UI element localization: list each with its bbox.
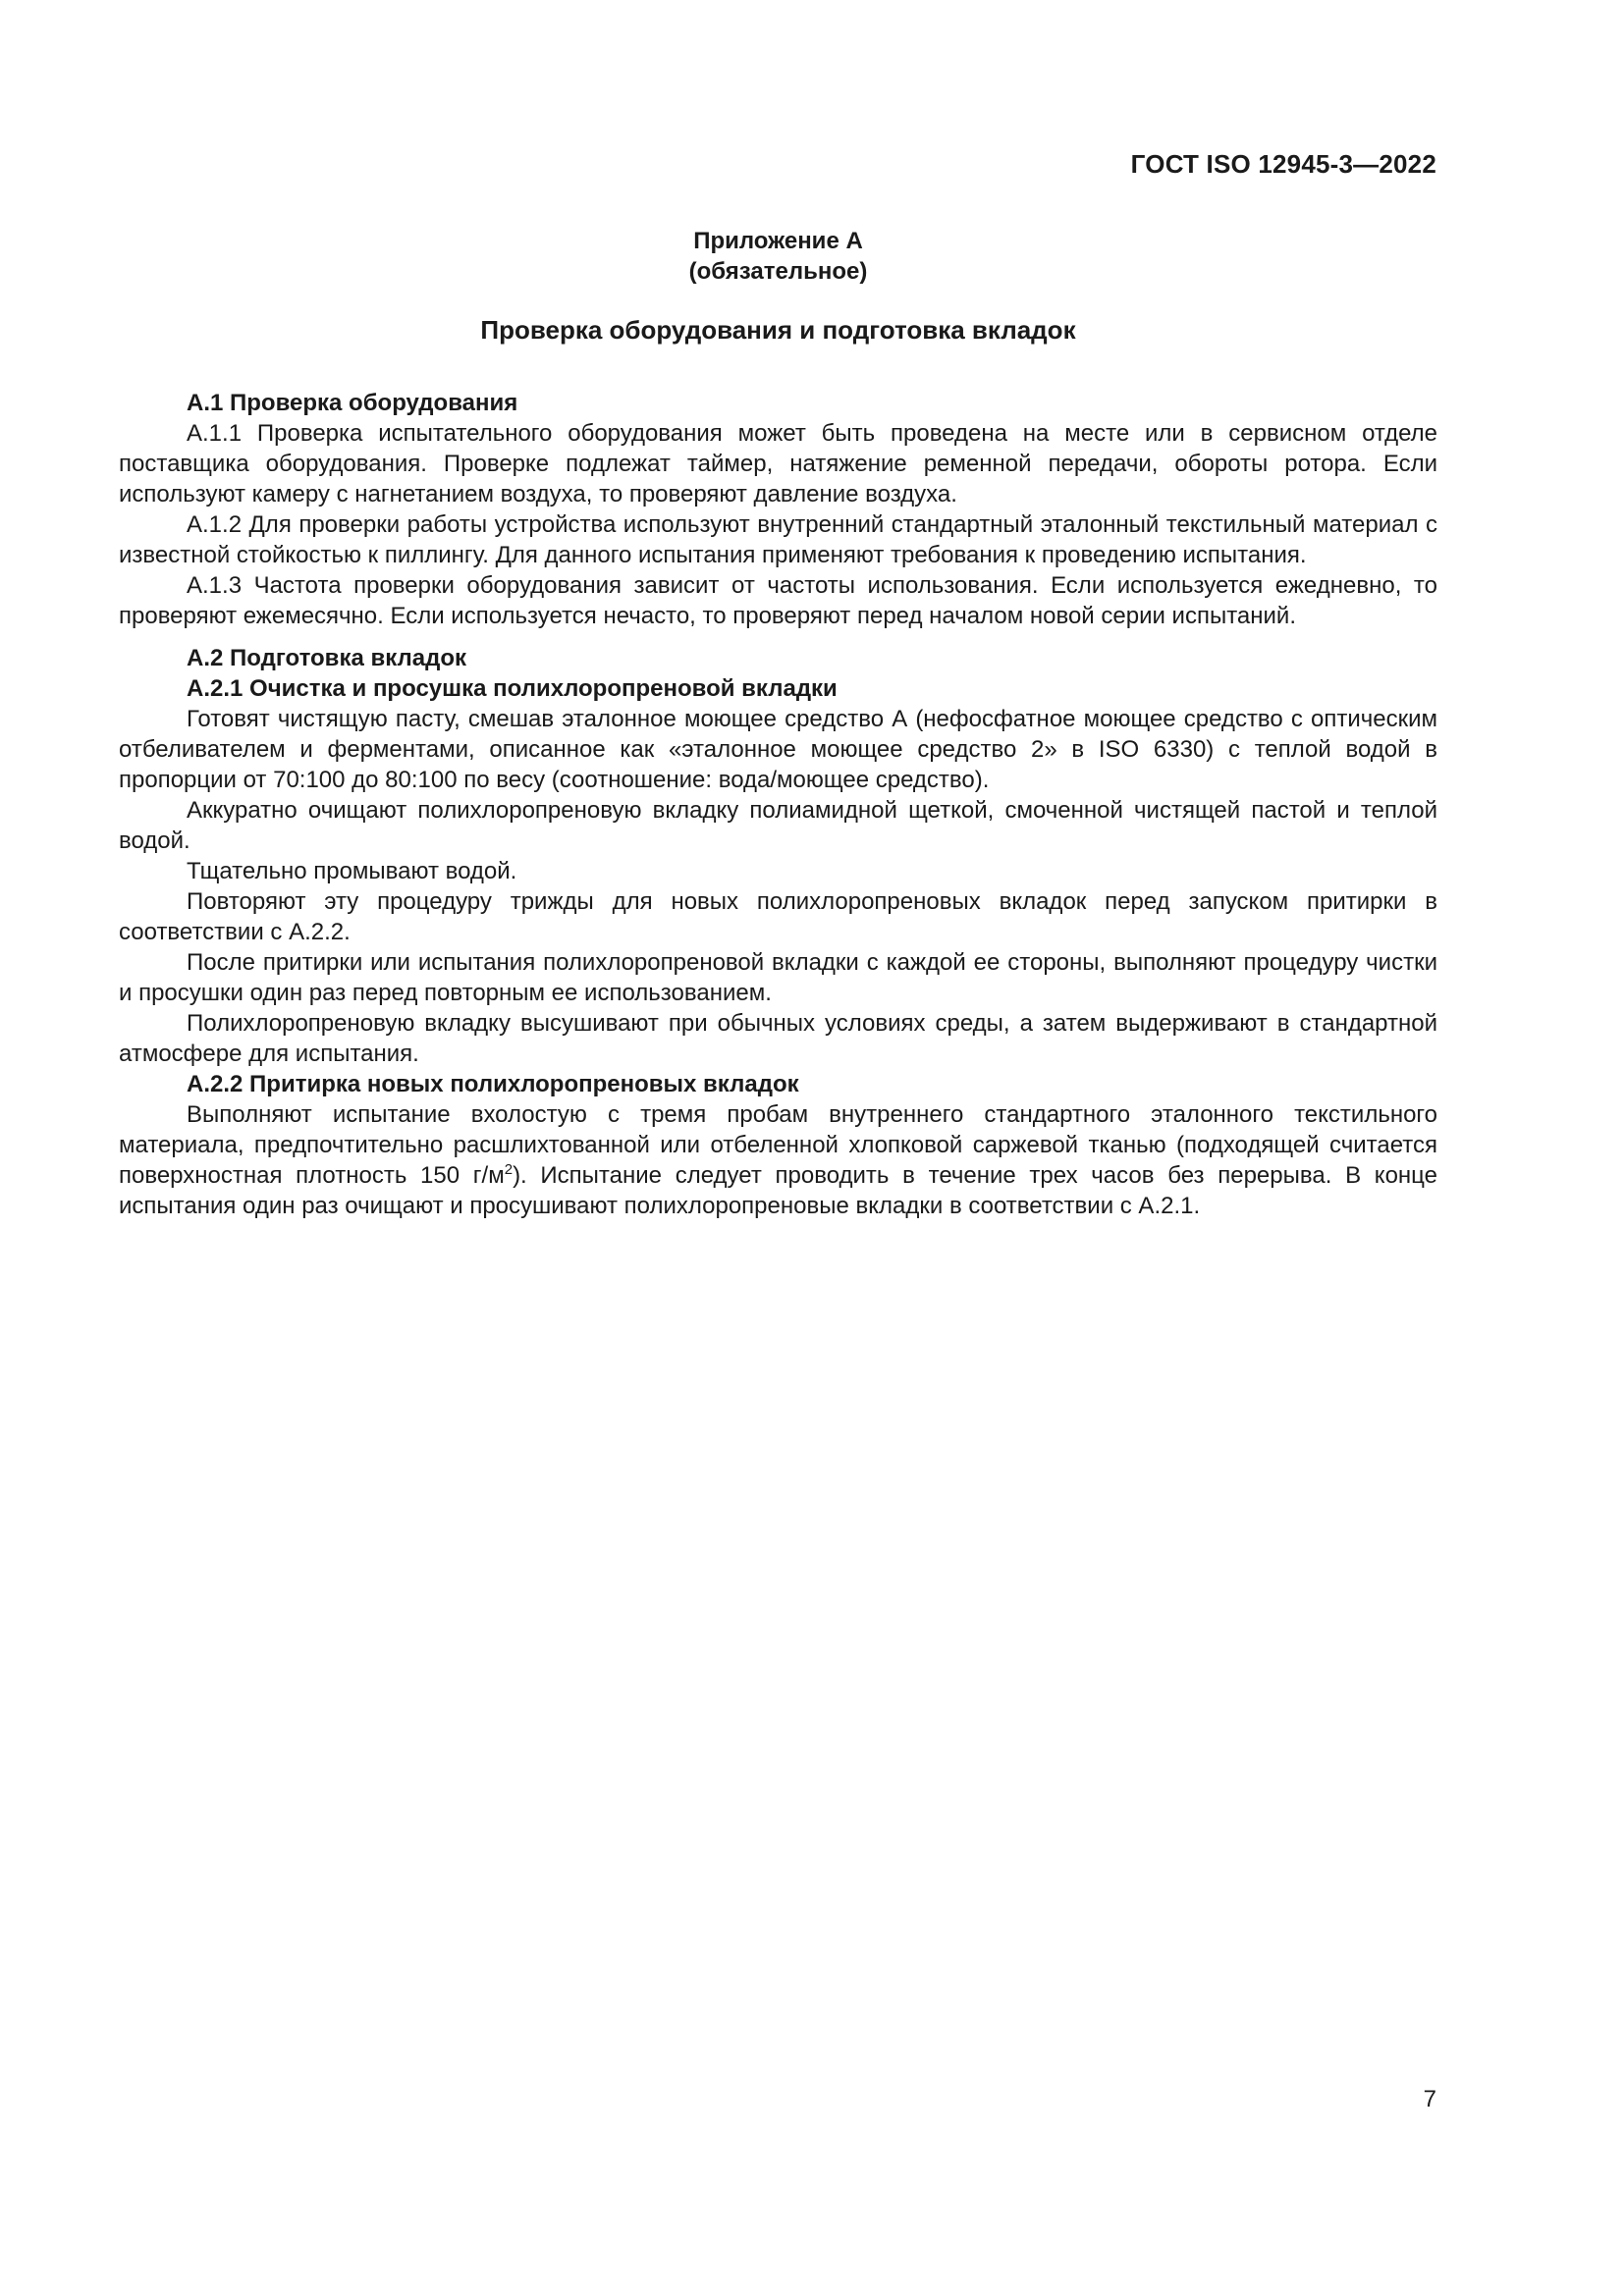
paragraph-a2-1-3: Тщательно промывают водой. [187, 858, 517, 884]
annex-label: Приложение А [693, 228, 863, 254]
paragraph-a2-1-1: Готовят чистящую пасту, смешав эталонное моющее средство А (нефосфатное моющее средство с оптическим отбеливателем и ферментами, описанное как «эталонное моющее средство 2» в ISO 6330) с теплой водой в пропорции от 70:100 до 80:100 по весу (соотношение: вода/моющее средство). [119, 706, 1437, 793]
paragraph-a2-2-1-text: Выполняют испытание вхолостую с тремя пробам внутреннего стандартного эталонного текстильного материала, предпочтительно расшлихтованной или отбеленной хлопковой саржевой тканью (подходящей считается поверхностная плотность 150 г/м [119, 1101, 1437, 1189]
paragraph-a2-2-1-text-end: ). Испытание следует проводить в течение трех часов без перерыва. В конце испытания один раз очищают и просушивают полихлоропреновые вкладки в соответствии с А.2.1. [119, 1162, 1437, 1219]
subsection-heading-a2-1: А.2.1 Очистка и просушка полихлоропреновой вкладки [187, 675, 838, 702]
superscript-exponent: 2 [504, 1161, 514, 1178]
annex-status: (обязательное) [688, 258, 868, 285]
paragraph-a2-1-2: Аккуратно очищают полихлоропреновую вкладку полиамидной щеткой, смоченной чистящей пастой и теплой водой. [119, 797, 1437, 854]
paragraph-a2-1-4: Повторяют эту процедуру трижды для новых полихлоропреновых вкладок перед запуском притирки в соответствии с А.2.2. [119, 888, 1437, 945]
paragraph-a2-1-6: Полихлоропреновую вкладку высушивают при обычных условиях среды, а затем выдерживают в стандартной атмосфере для испытания. [119, 1010, 1437, 1067]
paragraph-a1-1: А.1.1 Проверка испытательного оборудования может быть проведена на месте или в сервисном отделе поставщика оборудования. Проверке подлежат таймер, натяжение ременной передачи, обороты ротора. Если используют камеру с нагнетанием воздуха, то проверяют давление воздуха. [119, 420, 1437, 507]
paragraph-a2-2-1 [119, 1099, 1437, 1221]
paragraph-a1-3: А.1.3 Частота проверки оборудования зависит от частоты использования. Если используется ежедневно, то проверяют ежемесячно. Если используется нечасто, то проверяют перед началом новой серии испытаний. [119, 572, 1437, 629]
paragraph-a1-2: А.1.2 Для проверки работы устройства используют внутренний стандартный эталонный текстильный материал с известной стойкостью к пиллингу. Для данного испытания применяют требования к проведению испытания. [119, 511, 1437, 568]
page-number: 7 [1423, 2086, 1436, 2112]
document-code: ГОСТ ISO 12945-3—2022 [1130, 149, 1436, 179]
annex-header [119, 226, 1437, 287]
section-heading-a2: А.2 Подготовка вкладок [187, 645, 467, 671]
paragraph-a2-1-5: После притирки или испытания полихлоропреновой вкладки с каждой ее стороны, выполняют процедуру чистки и просушки один раз перед повторным ее использованием. [119, 949, 1437, 1006]
subsection-heading-a2-2: А.2.2 Притирка новых полихлоропреновых вкладок [187, 1071, 799, 1097]
page-content [119, 226, 1437, 1221]
annex-title: Проверка оборудования и подготовка вкладок [480, 315, 1076, 345]
section-heading-a1: А.1 Проверка оборудования [187, 390, 518, 416]
